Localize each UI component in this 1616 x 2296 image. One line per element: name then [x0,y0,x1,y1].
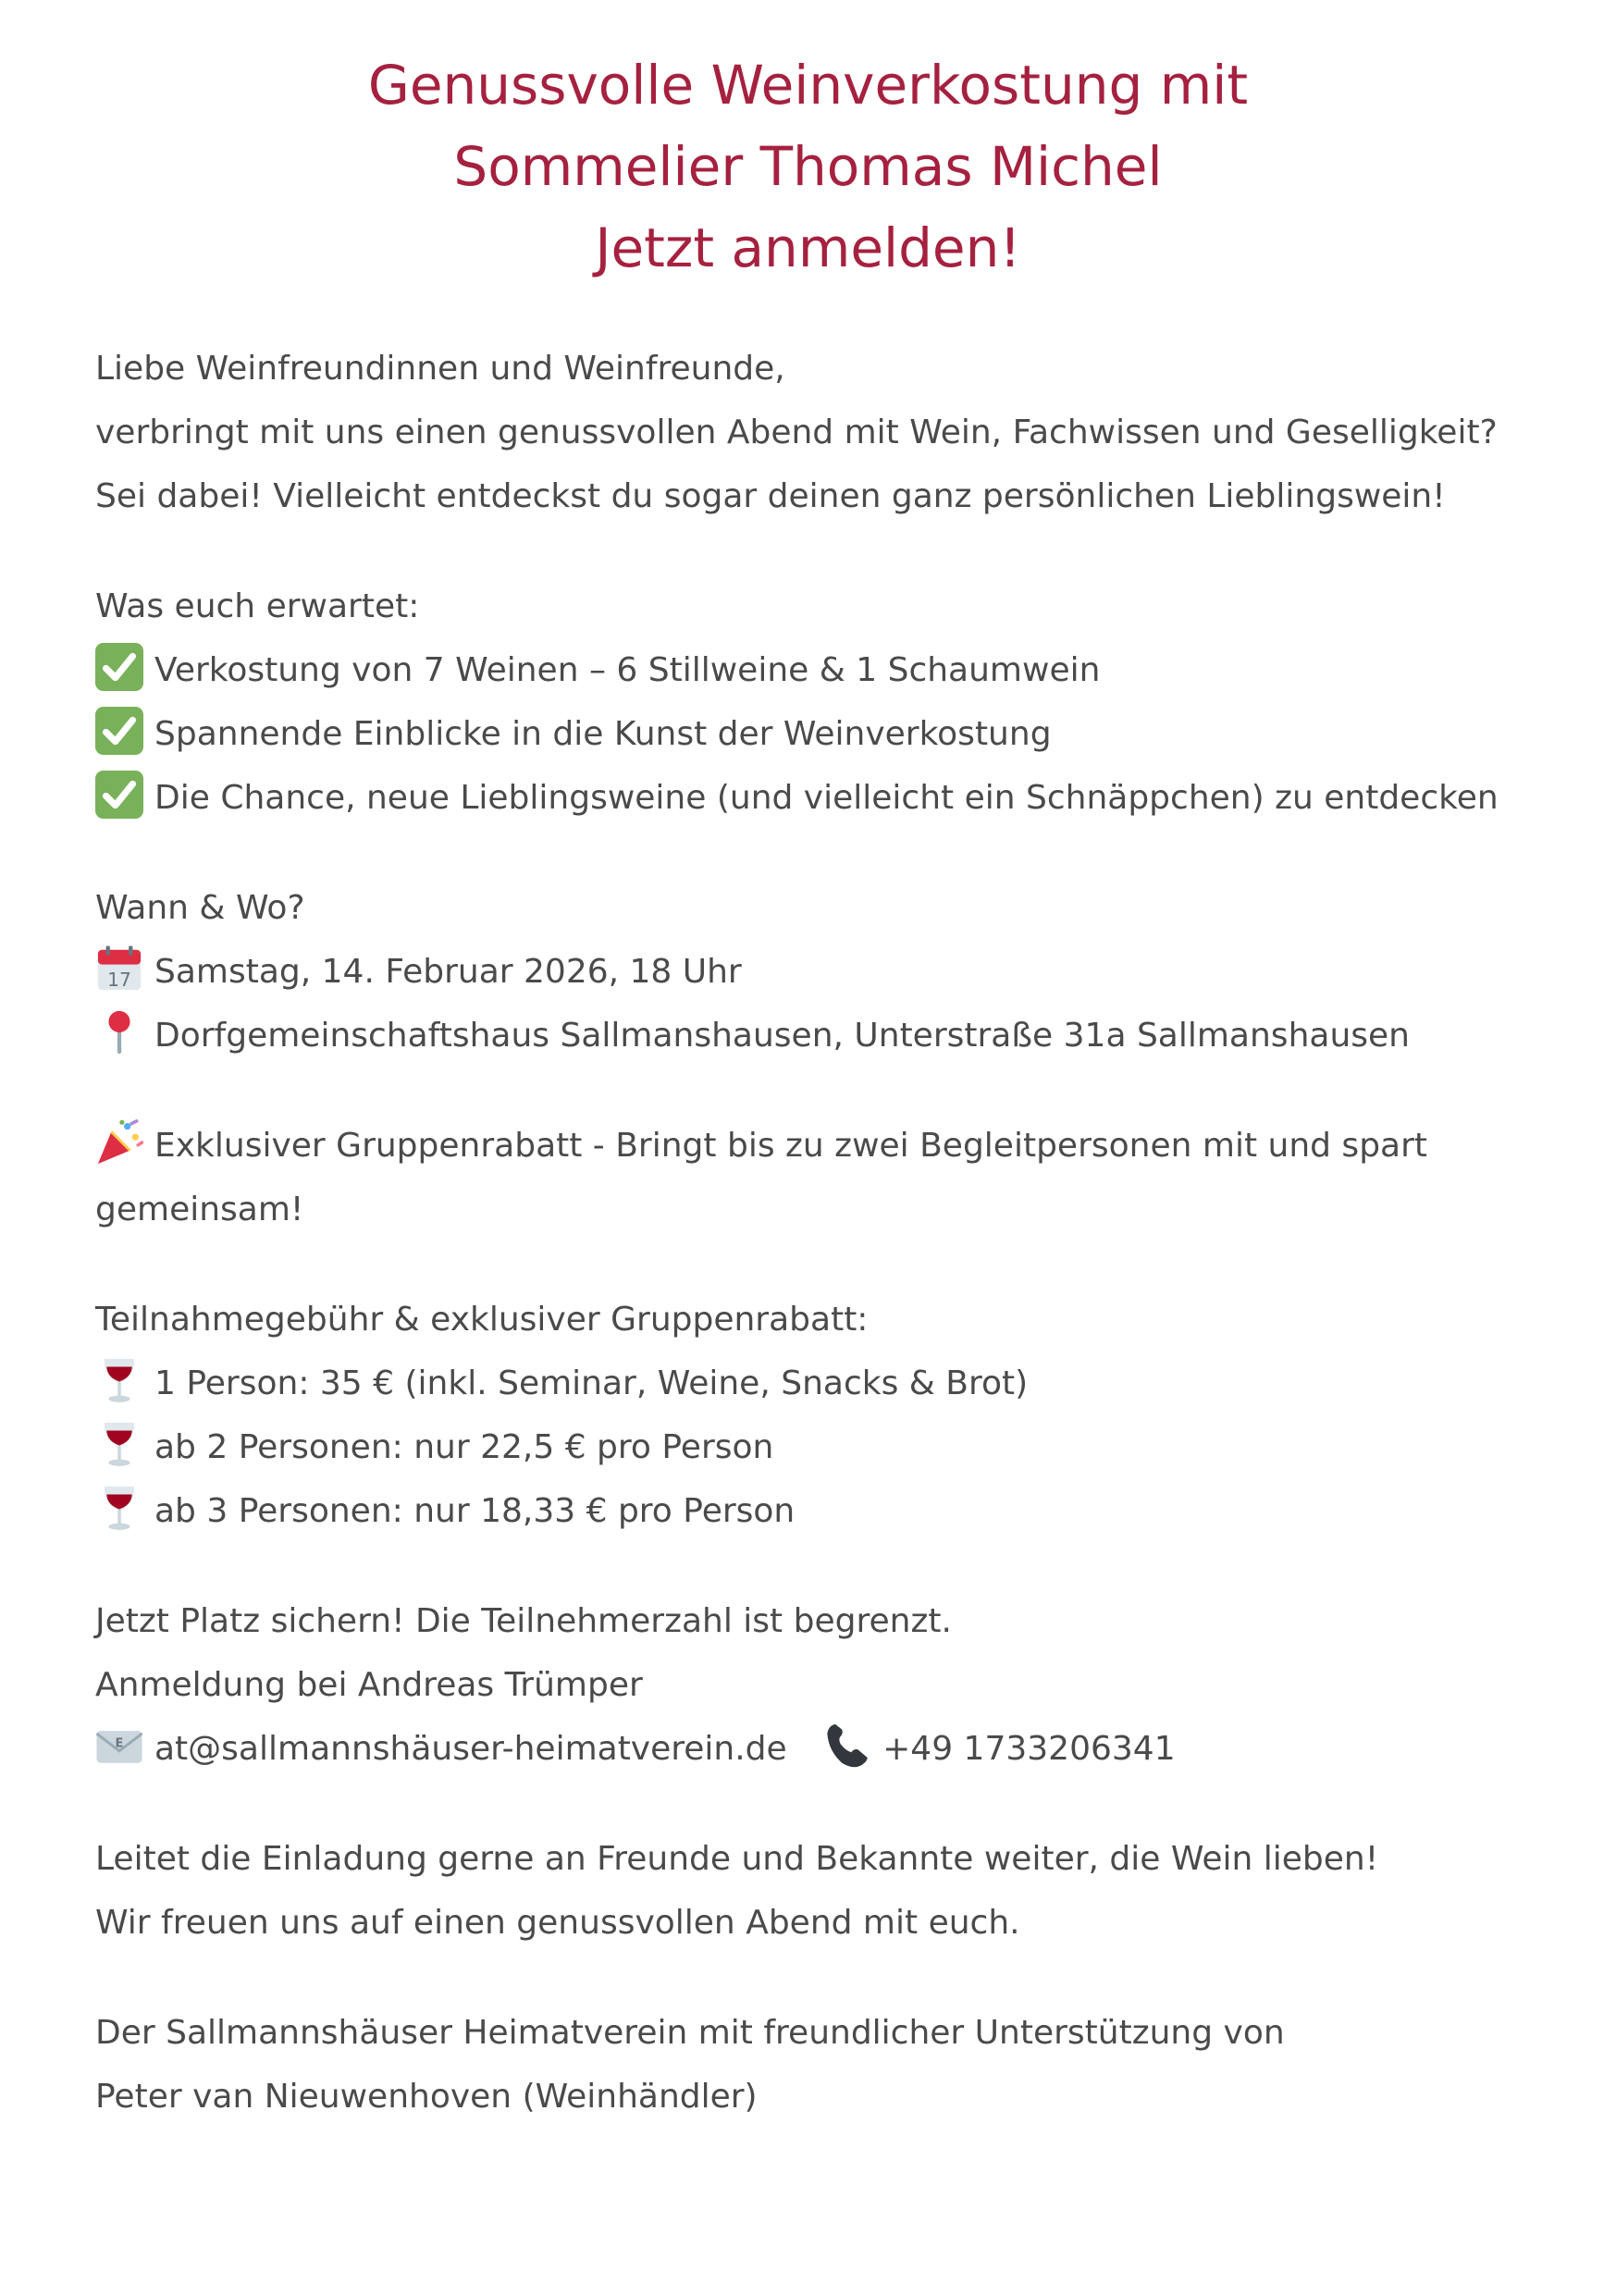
signature-line-1: Der Sallmannshäuser Heimatverein mit freundlicher Unterstützung von [95,2014,1285,2052]
wine-glass-icon [95,1356,143,1404]
title-line-3: Jetzt anmelden! [595,216,1021,279]
list-item [95,1415,1594,1479]
registration-line-2: Anmeldung bei Andreas Trümper [95,1666,643,1704]
calendar-icon [95,944,143,993]
expect-section [95,574,1594,830]
event-date [95,940,1594,1004]
event-location-text: Dorfgemeinschaftshaus Sallmanshausen, Unterstraße 31a Sallmanshausen [154,1017,1410,1055]
page-title [0,44,1616,289]
email-link[interactable]: at@sallmannshäuser-heimatverein.de [154,1730,787,1768]
registration-line-1: Jetzt Platz sichern! Die Teilnehmerzahl ist begrenzt. [95,1602,952,1640]
check-mark-icon [95,771,143,819]
closing-line-1: Leitet die Einladung gerne an Freunde und Bekannte weiter, die Wein lieben! [95,1840,1379,1878]
event-location [95,1004,1594,1068]
list-item [95,638,1594,702]
title-line-1: Genussvolle Weinverkostung mit [367,54,1249,117]
discount-note-text: Exklusiver Gruppenrabatt - Bringt bis zu zwei Begleitpersonen mit und spart gemeinsam! [95,1127,1428,1228]
svg-text:17: 17 [107,968,131,991]
contact-row [95,1717,1594,1781]
discount-note [95,1114,1575,1241]
expect-item-text: Spannende Einblicke in die Kunst der Weinverkostung [154,715,1052,753]
envelope-icon [95,1722,143,1770]
list-item [95,1479,1594,1543]
fees-section [95,1288,1594,1543]
list-item [95,766,1594,830]
flyer-body [95,337,1594,2129]
list-item [95,1352,1594,1415]
when-where-section [95,876,1594,1068]
intro-line-2: verbringt mit uns einen genussvollen Abend mit Wein, Fachwissen und Geselligkeit? [95,414,1498,451]
registration-section [95,1589,1594,1781]
list-item [95,702,1594,766]
svg-text:E: E [115,1736,124,1751]
party-popper-icon [95,1118,143,1167]
intro-section [95,337,1594,528]
when-where-heading: Wann & Wo? [95,889,305,927]
wine-glass-icon [95,1420,143,1468]
fees-heading: Teilnahmegebühr & exklusiver Gruppenrabatt: [95,1301,869,1339]
check-mark-icon [95,643,143,691]
expect-item-text: Die Chance, neue Lieblingsweine (und vielleicht ein Schnäppchen) zu entdecken [154,779,1499,817]
title-line-2: Sommelier Thomas Michel [453,135,1163,198]
intro-line-3: Sei dabei! Vielleicht entdeckst du sogar deinen ganz persönlichen Lieblingswein! [95,477,1446,515]
closing-section [95,1827,1594,1955]
wine-glass-icon [95,1484,143,1532]
expect-item-text: Verkostung von 7 Weinen – 6 Stillweine & 1 Schaumwein [154,651,1101,689]
fee-item-text: 1 Person: 35 € (inkl. Seminar, Weine, Snacks & Brot) [154,1364,1029,1402]
fee-item-text: ab 3 Personen: nur 18,33 € pro Person [154,1492,796,1530]
greeting: Liebe Weinfreundinnen und Weinfreunde, [95,350,785,388]
pin-icon [95,1008,143,1056]
event-date-text: Samstag, 14. Februar 2026, 18 Uhr [154,953,742,991]
signature-section [95,2001,1594,2129]
check-mark-icon [95,707,143,755]
closing-line-2: Wir freuen uns auf einen genussvollen Abend mit euch. [95,1904,1020,1942]
fee-item-text: ab 2 Personen: nur 22,5 € pro Person [154,1428,774,1466]
phone-number[interactable]: +49 1733206341 [882,1730,1176,1768]
phone-icon [823,1722,871,1770]
signature-line-2: Peter van Nieuwenhoven (Weinhändler) [95,2078,758,2116]
expect-heading: Was euch erwartet: [95,587,420,625]
